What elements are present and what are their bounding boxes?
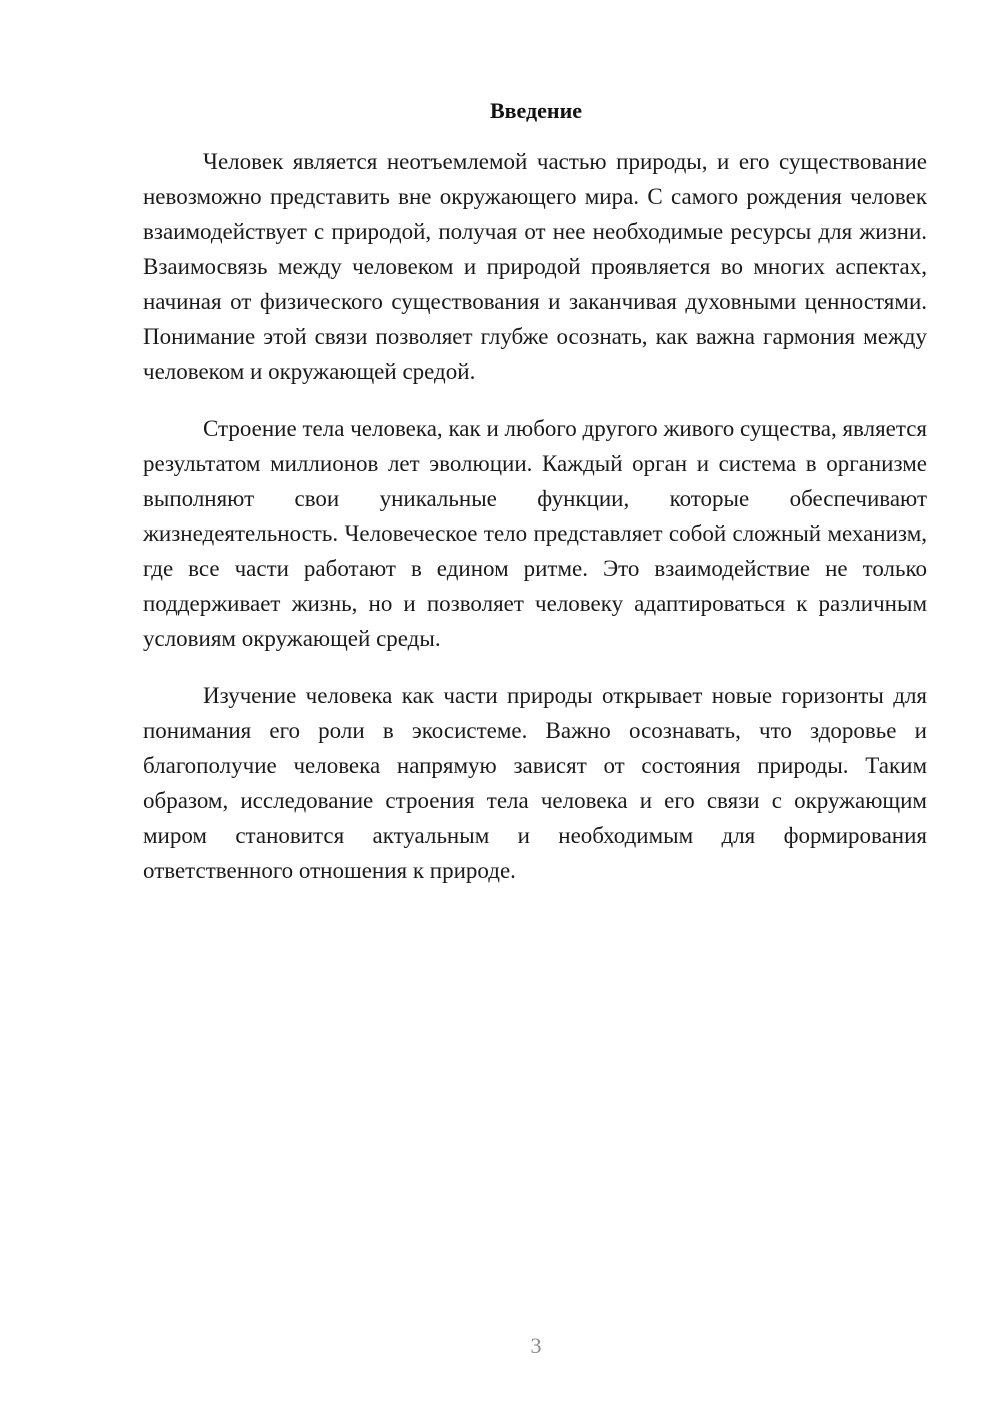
body-text xyxy=(143,144,927,910)
paragraph: Человек является неотъемлемой частью природы, и его существование невозможно представить вне окружающего мира. С самого рождения человек взаимодействует с природой, получая от нее необходимые ресурсы для жизни. Взаимосвязь между человеком и природой проявляется во многих аспектах, начиная от физического существования и заканчивая духовными ценностями. Понимание этой связи позволяет глубже осознать, как важна гармония между человеком и окружающей средой. xyxy=(143,149,927,384)
section-heading: Введение xyxy=(489,98,583,123)
paragraph: Строение тела человека, как и любого другого живого существа, является результатом миллионов лет эволюции. Каждый орган и система в организме выполняют свои уникальные функции, которые обеспечивают жизнедеятельность. Человеческое тело представляет собой сложный механизм, где все части работают в едином ритме. Это взаимодействие не только поддерживает жизнь, но и позволяет человеку адаптироваться к различным условиям окружающей среды. xyxy=(143,416,927,651)
page-number: 3 xyxy=(530,1333,542,1358)
paragraph: Изучение человека как части природы открывает новые горизонты для понимания его роли в экосистеме. Важно осознавать, что здоровье и благополучие человека напрямую зависят от состояния природы. Таким образом, исследование строения тела человека и его связи с окружающим миром становится актуальным и необходимым для формирования ответственного отношения к природе. xyxy=(143,683,927,883)
